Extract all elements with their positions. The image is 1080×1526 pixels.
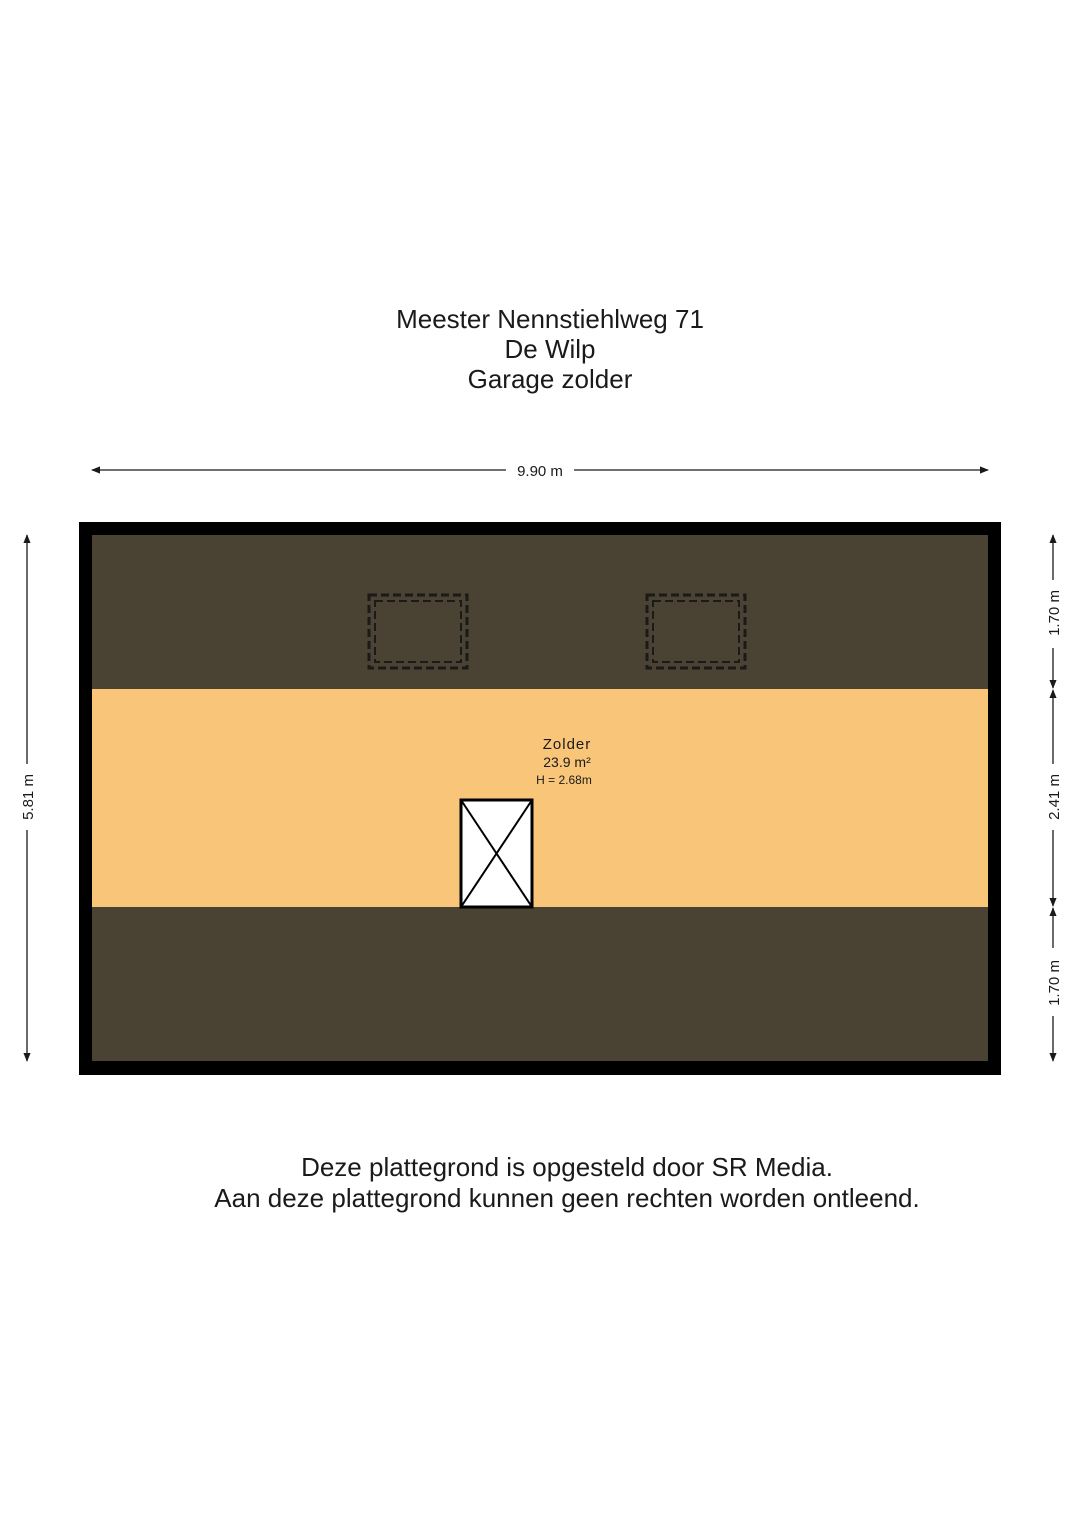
width-dimension: [92, 463, 988, 480]
depth-label: 5.81 m: [20, 774, 37, 820]
city-line: De Wilp: [504, 334, 596, 364]
low-ceiling-zone-top: [92, 535, 988, 689]
disclaimer-line-1: Deze plattegrond is opgesteld door SR Media.: [301, 1152, 833, 1182]
segment-dimensions: [1046, 535, 1063, 1061]
address-line: Meester Nennstiehlweg 71: [396, 304, 704, 334]
floor-line: Garage zolder: [467, 364, 633, 394]
disclaimer-line-2: Aan deze plattegrond kunnen geen rechten worden ontleend.: [214, 1183, 920, 1213]
room-area: 23.9 m²: [543, 754, 591, 770]
segment-label-top: 1.70 m: [1046, 590, 1063, 636]
width-label: 9.90 m: [517, 463, 563, 480]
depth-dimension: [20, 535, 37, 1061]
low-ceiling-zone-bottom: [92, 907, 988, 1061]
hatch-opening: [461, 800, 532, 907]
segment-label-middle: 2.41 m: [1046, 774, 1063, 820]
segment-label-bottom: 1.70 m: [1046, 960, 1063, 1006]
disclaimer: [0, 1152, 1080, 1214]
room-name: Zolder: [542, 736, 592, 753]
room-height: H = 2.68m: [536, 773, 592, 787]
floor-zone: [92, 689, 988, 907]
